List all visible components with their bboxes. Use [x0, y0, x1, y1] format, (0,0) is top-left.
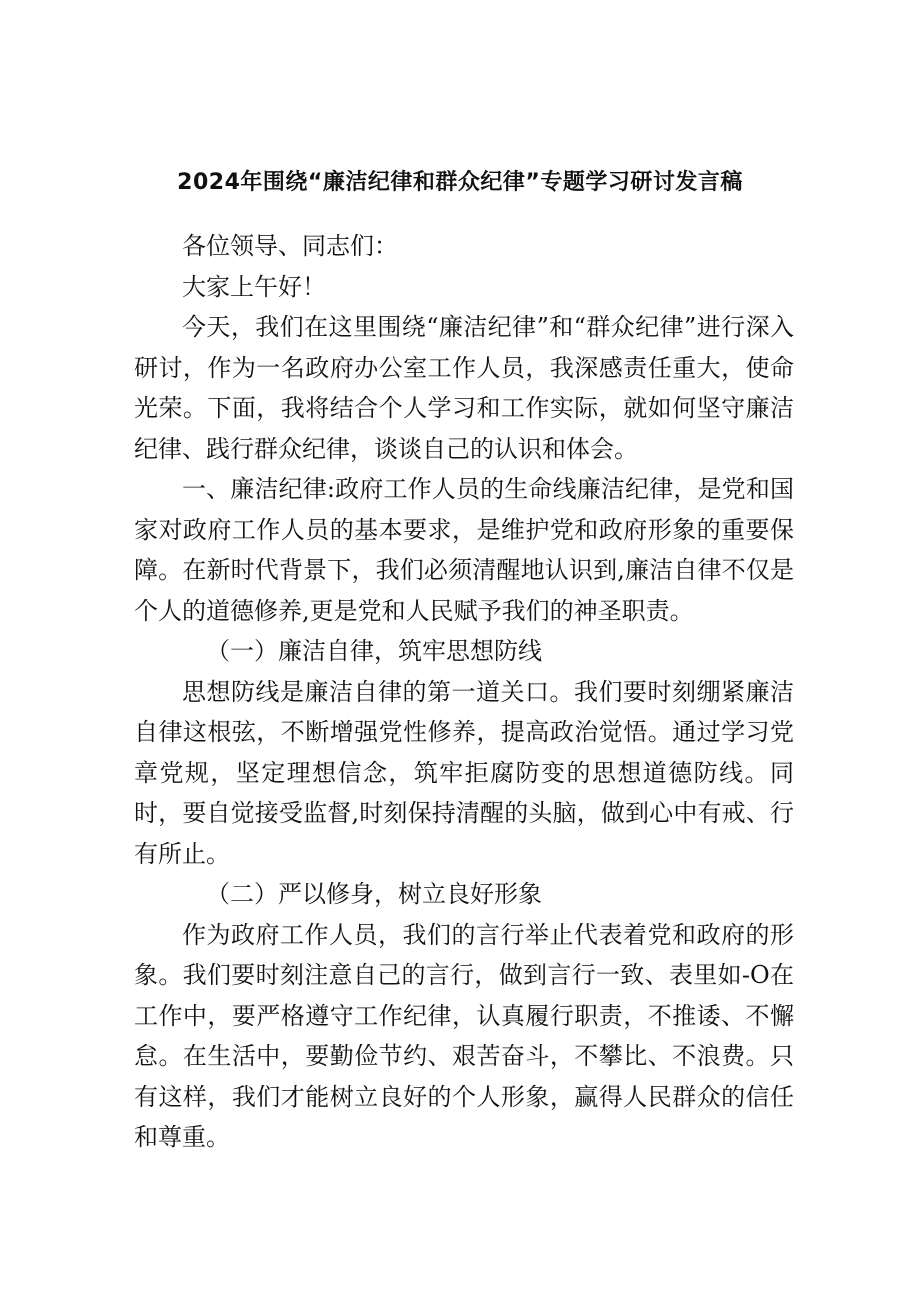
greeting: 大家上午好！: [182, 272, 326, 301]
subsection-1-paragraph: 思想防线是廉洁自律的第一道关口。我们要时刻绷紧廉洁自律这根弦，不断增强党性修养，提高政治觉悟。通过学习党章党规，坚定理想信念，筑牢拒腐防变的思想道德防线。同时，要自觉接受监督,时刻保持清醒的头脑，做到心中有戒、行有所止。: [134, 677, 794, 868]
document-title: 2024年围绕“廉洁纪律和群众纪律”专题学习研讨发言稿: [177, 170, 743, 195]
subsection-2-paragraph: 作为政府工作人员，我们的言行举止代表着党和政府的形象。我们要时刻注意自己的言行，做到言行一致、表里如-O在工作中，要严格遵守工作纪律，认真履行职责，不推诿、不懈怠。在生活中，要勤俭节约、艰苦奋斗，不攀比、不浪费。只有这样，我们才能树立良好的个人形象，赢得人民群众的信任和尊重。: [134, 920, 794, 1151]
salutation: 各位领导、同志们：: [182, 232, 398, 260]
subsection-2-heading: （二）严以修身，树立良好形象: [206, 880, 542, 908]
section-1-paragraph: 一、廉洁纪律:政府工作人员的生命线廉洁纪律，是党和国家对政府工作人员的基本要求，是维护党和政府形象的重要保障。在新时代背景下，我们必须清醒地认识到,廉洁自律不仅是个人的道德修养,更是党和人民赋予我们的神圣职责。: [134, 475, 794, 625]
intro-paragraph: 今天，我们在这里围绕“廉洁纪律”和“群众纪律”进行深入研讨，作为一名政府办公室工作人员，我深感责任重大，使命光荣。下面，我将结合个人学习和工作实际，就如何坚守廉洁纪律、践行群众纪律，谈谈自己的认识和体会。: [134, 313, 794, 463]
subsection-1-heading: （一）廉洁自律，筑牢思想防线: [206, 637, 542, 665]
document-body: [134, 226, 794, 1158]
